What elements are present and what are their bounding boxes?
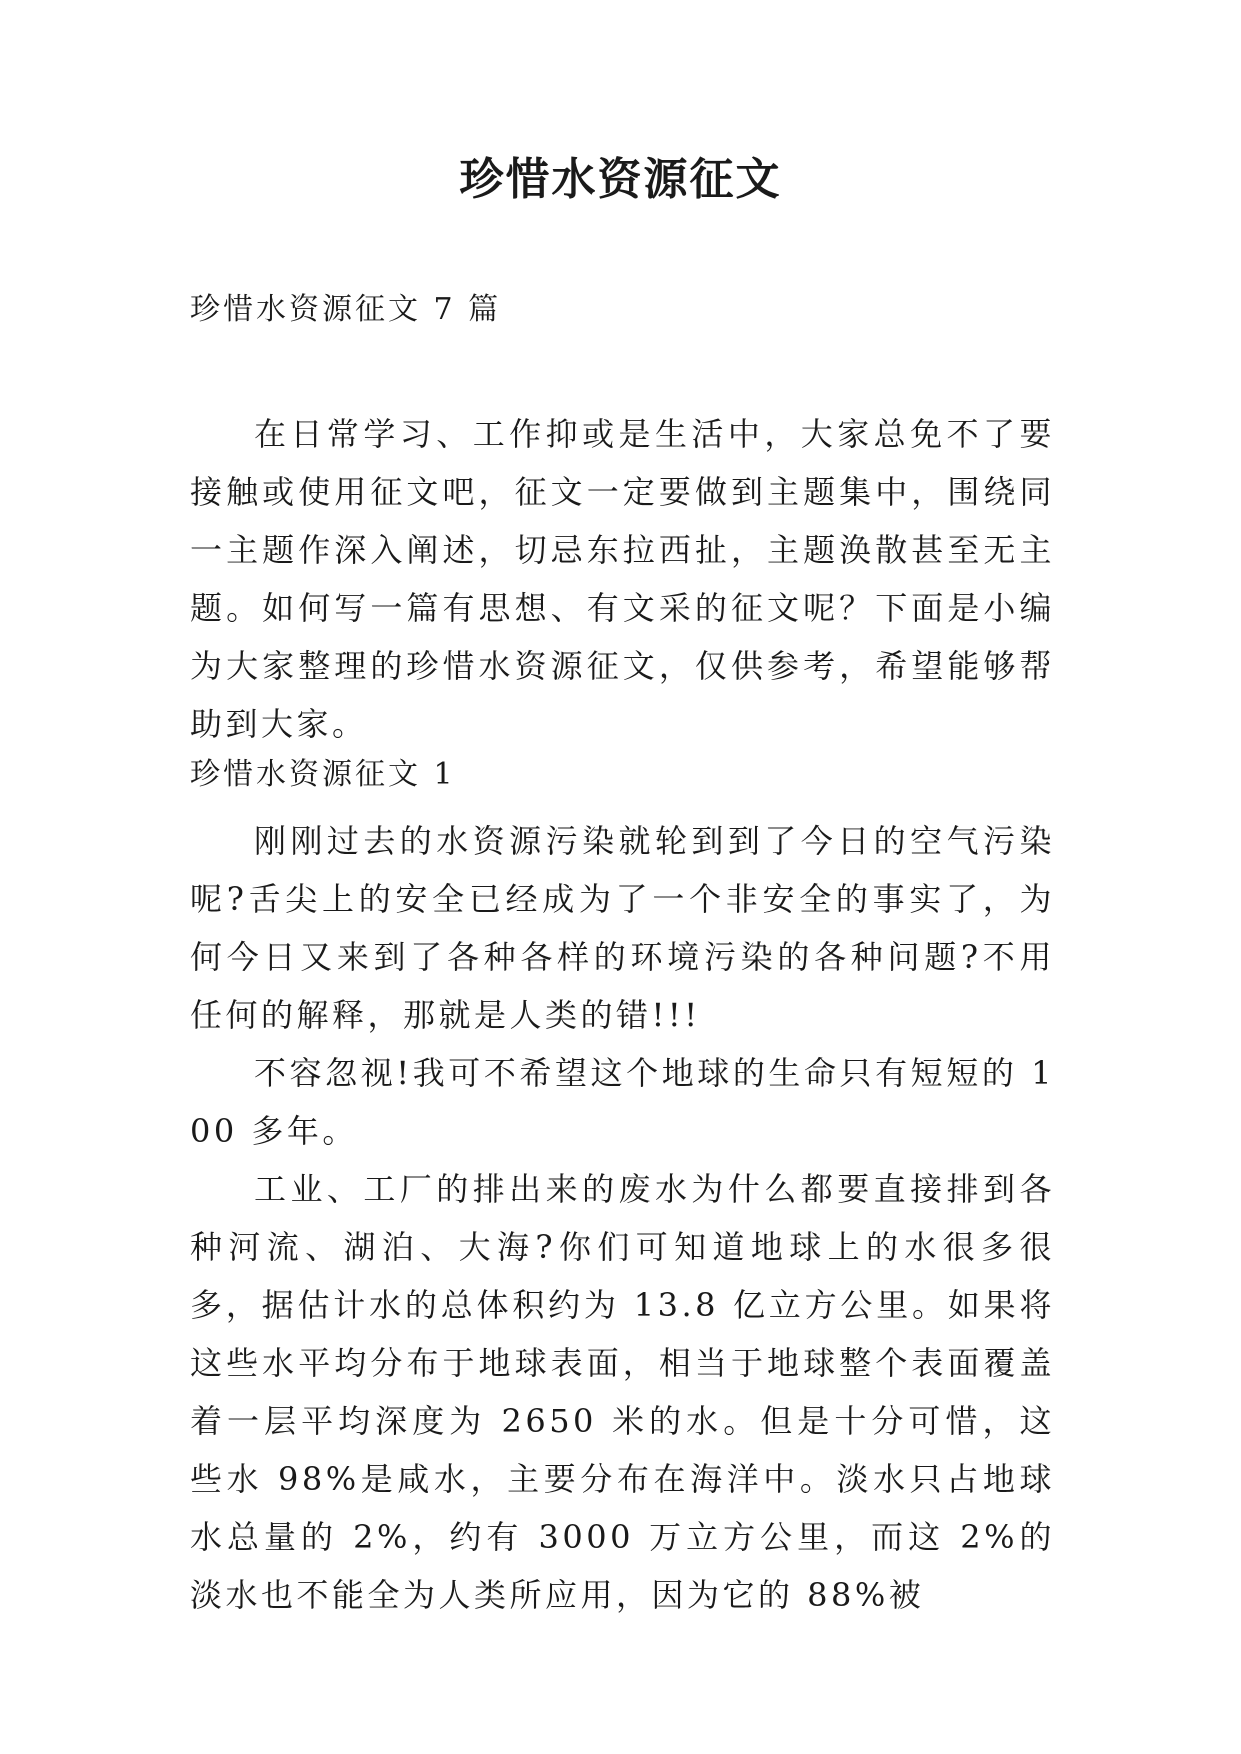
document-subtitle: 珍惜水资源征文 7 篇 <box>190 292 502 327</box>
article-body <box>190 812 1055 1624</box>
page-title: 珍惜水资源征文 <box>459 154 782 205</box>
intro-paragraph: 在日常学习、工作抑或是生活中，大家总免不了要接触或使用征文吧，征文一定要做到主题集中，围绕同一主题作深入阐述，切忌东拉西扯，主题涣散甚至无主题。如何写一篇有思想、有文采的征文呢？下面是小编为大家整理的珍惜水资源征文，仅供参考，希望能够帮助到大家。 <box>190 415 1055 743</box>
article-paragraph-3: 工业、工厂的排出来的废水为什么都要直接排到各种河流、湖泊、大海?你们可知道地球上的水很多很多，据估计水的总体积约为 13.8 亿立方公里。如果将这些水平均分布于地球表面，相当于地球整个表面覆盖着一层平均深度为 2650 米的水。但是十分可惜，这些水 98%是咸水，主要分布在海洋中。淡水只占地球水总量的 2%，约有 3000 万立方公里，而这 2%的淡水也不能全为人类所应用，因为它的 88%被 <box>190 1170 1055 1614</box>
article-heading: 珍惜水资源征文 1 <box>190 757 456 792</box>
intro-section <box>190 405 1055 753</box>
article-paragraph-2: 不容忽视!我可不希望这个地球的生命只有短短的 100 多年。 <box>190 1054 1055 1150</box>
article-paragraph-1: 刚刚过去的水资源污染就轮到到了今日的空气污染呢?舌尖上的安全已经成为了一个非安全的事实了，为何今日又来到了各种各样的环境污染的各种问题?不用任何的解释，那就是人类的错!!! <box>190 822 1055 1034</box>
